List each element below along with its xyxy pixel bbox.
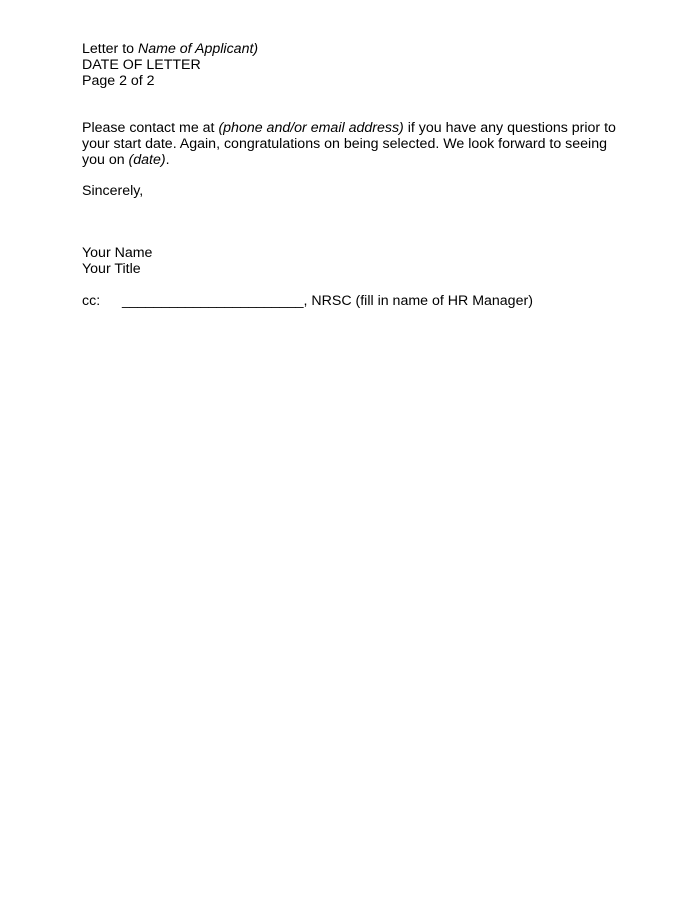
body-line-3-text-a: you on — [82, 152, 129, 168]
cc-recipient-text: , NRSC (fill in name of HR Manager) — [303, 293, 533, 309]
cc-line — [82, 293, 622, 309]
letter-to-line — [82, 41, 622, 57]
body-line-3 — [82, 152, 622, 168]
signature-block — [82, 245, 622, 277]
body-paragraph — [82, 120, 622, 168]
contact-placeholder: (phone and/or email address) — [218, 120, 404, 136]
body-line-1-text-c: if you have any questions prior to — [403, 120, 616, 136]
signer-name: Your Name — [82, 245, 153, 261]
body-line-1-text-a: Please contact me at — [82, 120, 219, 136]
cc-label: cc: — [82, 293, 101, 309]
body-line-2: your start date. Again, congratulations on being selected. We look forward to seeing — [82, 136, 607, 152]
body-line-1 — [82, 120, 622, 136]
applicant-name-placeholder: Name of Applicant) — [138, 41, 259, 57]
letter-to-prefix: Letter to — [82, 41, 138, 57]
signer-title: Your Title — [82, 261, 141, 277]
letter-header — [82, 41, 622, 89]
body-line-3-text-c: . — [165, 152, 170, 168]
date-of-letter: DATE OF LETTER — [82, 57, 201, 73]
date-placeholder: (date) — [128, 152, 166, 168]
closing-salutation: Sincerely, — [82, 183, 144, 199]
page-number: Page 2 of 2 — [82, 73, 155, 89]
cc-blank-field: _______________________ — [122, 293, 304, 309]
